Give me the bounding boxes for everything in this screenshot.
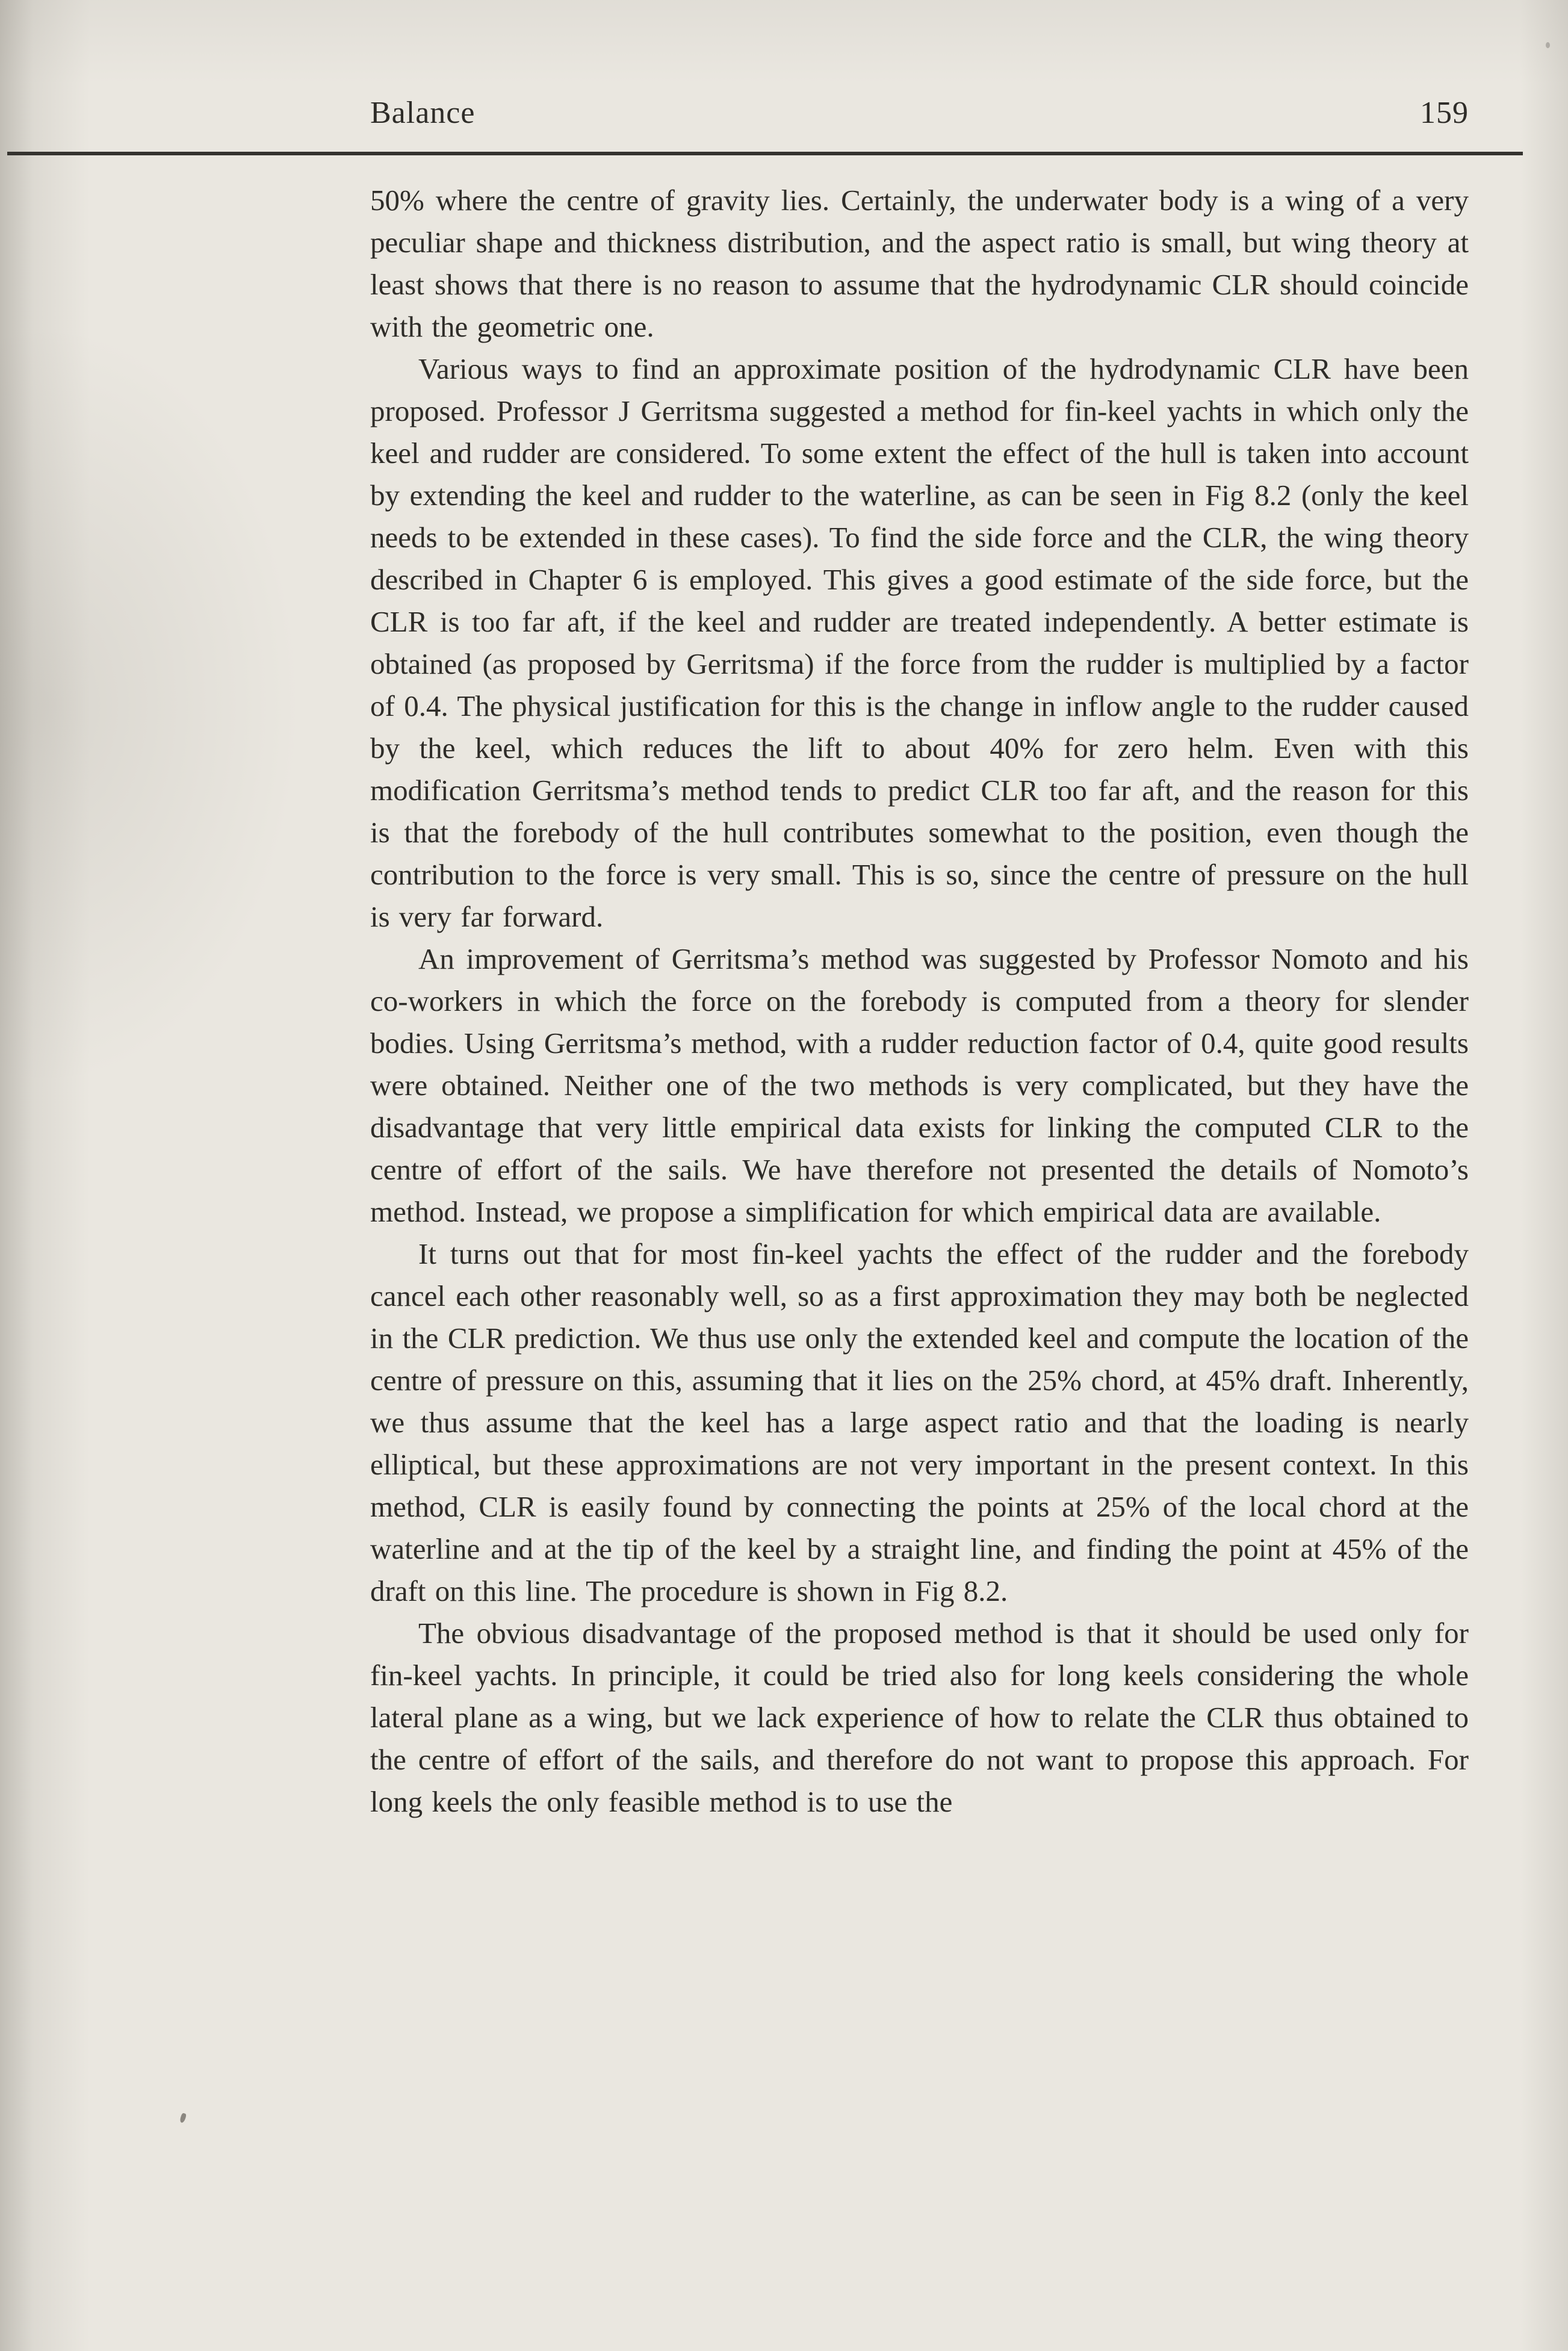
paragraph: The obvious disadvantage of the proposed method is that it should be used only for fin-keel yachts. In principle, it could be tried also for long keels considering the whole lateral plane as a wing, but we lack experience of how to relate the CLR thus obtained to the centre of effort of the sails, and therefore do not want to propose this approach. For long keels the only feasible method is to use the	[370, 1617, 1469, 1818]
scan-artifact	[1546, 42, 1550, 48]
running-head: Balance	[370, 96, 476, 130]
page-header	[370, 95, 1469, 131]
page-number: 159	[1420, 96, 1469, 130]
body-text	[370, 179, 1469, 1823]
scan-artifact	[179, 2113, 187, 2123]
paragraph: Various ways to find an approximate position of the hydrodynamic CLR have been proposed. Professor J Gerritsma suggested a method for fin-keel yachts in which only the keel and rudder are considered. To some extent the effect of the hull is taken into account by extending the keel and rudder to the waterline, as can be seen in Fig 8.2 (only the keel needs to be extended in these cases). To find the side force and the CLR, the wing theory described in Chapter 6 is employed. This gives a good estimate of the side force, but the CLR is too far aft, if the keel and rudder are treated independently. A better estimate is obtained (as proposed by Gerritsma) if the force from the rudder is multiplied by a factor of 0.4. The physical justification for this is the change in inflow angle to the rudder caused by the keel, which reduces the lift to about 40% for zero helm. Even with this modification Gerritsma’s method tends to predict CLR too far aft, and the reason for this is that the forebody of the hull contributes somewhat to the position, even though the contribution to the force is very small. This is so, since the centre of pressure on the hull is very far forward.	[370, 352, 1469, 933]
paragraph: 50% where the centre of gravity lies. Certainly, the underwater body is a wing of a very peculiar shape and thickness distribution, and the aspect ratio is small, but wing theory at least shows that there is no reason to assume that the hydrodynamic CLR should coincide with the geometric one.	[370, 184, 1469, 343]
paragraph: It turns out that for most fin-keel yachts the effect of the rudder and the forebody cancel each other reasonably well, so as a first approximation they may both be neglected in the CLR prediction. We thus use only the extended keel and compute the location of the centre of pressure on this, assuming that it lies on the 25% chord, at 45% draft. Inherently, we thus assume that the keel has a large aspect ratio and that the loading is nearly elliptical, but these approximations are not very important in the present context. In this method, CLR is easily found by connecting the points at 25% of the local chord at the waterline and at the tip of the keel by a straight line, and finding the point at 45% of the draft on this line. The procedure is shown in Fig 8.2.	[370, 1237, 1469, 1607]
header-rule	[7, 152, 1523, 155]
paragraph: An improvement of Gerritsma’s method was suggested by Professor Nomoto and his co-workers in which the force on the forebody is computed from a theory for slender bodies. Using Gerritsma’s method, with a rudder reduction factor of 0.4, quite good results were obtained. Neither one of the two methods is very complicated, but they have the disadvantage that very little empirical data exists for linking the computed CLR to the centre of effort of the sails. We have therefore not presented the details of Nomoto’s method. Instead, we propose a simplification for which empirical data are available.	[370, 942, 1469, 1228]
